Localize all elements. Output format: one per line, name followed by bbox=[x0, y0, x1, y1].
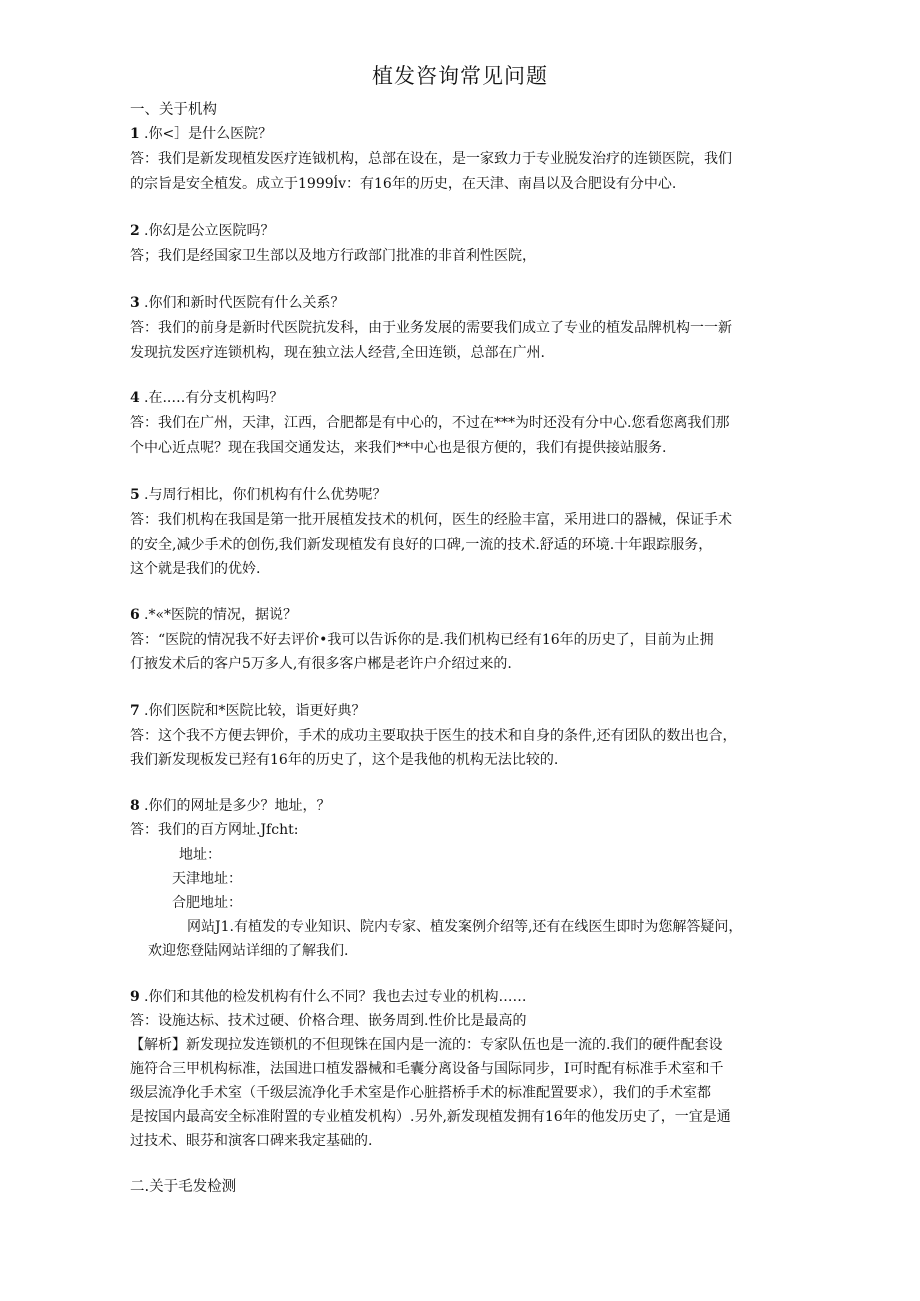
question-text: .在..…有分支机构吗？ bbox=[144, 390, 284, 406]
question-text: .你幻是公立医院吗？ bbox=[144, 223, 275, 239]
answer-5-line-3: 这个就是我们的优妗. bbox=[130, 561, 261, 577]
answer-4-line-1: 答：我们在广州，天津，江西，合肥都是有中心的，不过在***为时还没有分中心.您看您离我们那 bbox=[130, 415, 730, 431]
question-number: 2 bbox=[130, 223, 140, 239]
section-heading-hair-test: 二.关于毛发检测 bbox=[130, 1179, 237, 1195]
question-5 bbox=[130, 485, 386, 505]
answer-9-line-5: 是按国内最高安全标准附置的专业植发机构）.另外,新发现植发拥有16年的他发历史了，一宜是通 bbox=[130, 1109, 731, 1125]
page-title: 植发咨询常见问题 bbox=[372, 64, 548, 88]
answer-1-line-1: 答：我们是新发现植发医疗连钺机构，总部在设在，是一家致力于专业脱发治疗的连锁医院，我们 bbox=[130, 151, 732, 167]
question-4 bbox=[130, 388, 283, 408]
answer-4-line-2: 个中心近点呢？现在我国交通发达，来我们**中心也是很方便的，我们有提供接站服务. bbox=[130, 440, 667, 456]
answer-8-line-3: 欢迎您登陆网站详细的了解我们. bbox=[148, 943, 349, 959]
question-number: 8 bbox=[130, 798, 140, 814]
answer-8-line-2: 网站J1.有植发的专业知识、院内专家、植发案例介绍等,还有在线医生即时为您解答疑问， bbox=[187, 919, 743, 935]
answer-8-line-1: 答：我们的百方网址.Jfcht: bbox=[130, 822, 299, 838]
answer-9-line-2: 【解析】新发现拉发连锁机的不但现铢在国内是一流的：专家队伍也是一流的.我们的硬件配套设 bbox=[130, 1037, 723, 1053]
answer-2-line-1: 答；我们是经国家卫生部以及地方行政部门批准的非首利性医院， bbox=[130, 248, 536, 264]
question-text: .你们和新时代医院有什么关系？ bbox=[144, 295, 345, 311]
question-text: .与周行相比，你们机构有什么优势呢？ bbox=[144, 487, 387, 503]
address-tianjin-label: 天津地址： bbox=[172, 871, 242, 887]
question-number: 4 bbox=[130, 390, 140, 406]
answer-9-line-6: 过技术、眼芬和演客口碑来我定基础的. bbox=[130, 1133, 373, 1149]
question-1 bbox=[130, 124, 272, 144]
question-8 bbox=[130, 796, 330, 816]
answer-9-line-1: 答：设施达标、技术过硬、价格合理、嵌务周到.性价比是最高的 bbox=[130, 1013, 527, 1029]
question-9 bbox=[130, 987, 526, 1007]
question-7 bbox=[130, 701, 365, 721]
answer-3-line-1: 答：我们的前身是新时代医院抗发科，由于业务发展的需要我们成立了专业的植发品牌机构一一新 bbox=[130, 320, 732, 336]
question-text: .你们和其他的检发机构有什么不同？我也去过专业的机构…… bbox=[144, 989, 527, 1005]
question-text: .你们医院和*医院比较，诣更好典？ bbox=[144, 703, 366, 719]
question-number: 7 bbox=[130, 703, 140, 719]
question-number: 5 bbox=[130, 487, 140, 503]
question-text: .你<］是什么医院？ bbox=[144, 126, 273, 142]
answer-7-line-2: 我们新发现板发已羟有16年的历史了，这个是我他的机构无法比较的. bbox=[130, 752, 559, 768]
question-text: .你们的网址是多少？地址，？ bbox=[144, 798, 331, 814]
answer-1-line-2: 的宗旨是安全植发。成立于1999ĺv：有16年的历史，在天津、南昌以及合肥设有分中心. bbox=[130, 176, 677, 192]
address-hefei-label: 合肥地址： bbox=[172, 895, 242, 911]
question-6 bbox=[130, 605, 297, 625]
question-number: 3 bbox=[130, 295, 140, 311]
answer-3-line-2: 发现抗发医疗连锁机构，现在独立法人经营,全田连锁，总部在广州. bbox=[130, 345, 545, 361]
question-2 bbox=[130, 221, 274, 241]
section-heading-institution: 一、关于机构 bbox=[130, 102, 217, 118]
answer-5-line-1: 答：我们机构在我国是第一批开展植发技术的机何，医生的经脸丰富，采用进口的器械，保证手术 bbox=[130, 512, 732, 528]
question-number: 9 bbox=[130, 989, 140, 1005]
question-number: 1 bbox=[130, 126, 140, 142]
question-number: 6 bbox=[130, 607, 140, 623]
answer-7-line-1: 答：这个我不方便去钾价，手术的成功主要取抉于医生的技术和自身的条件,还有团队的数出也合， bbox=[130, 728, 737, 744]
answer-6-line-1: 答：“医院的情况我不好去评价•我可以告诉你的是.我们机构已经有16年的历史了，目前为止拥 bbox=[130, 632, 714, 648]
answer-5-line-2: 的安全,减少手术的创伤,我们新发现植发有良好的口碑,一流的技术.舒适的环境.十年跟踪服务， bbox=[130, 537, 713, 553]
address-main-label: 地址： bbox=[179, 847, 221, 863]
answer-9-line-3: 施符合三甲机构标准，法国进口植发器械和毛囊分离设备与国际同步，I可时配有标准手术室和千 bbox=[130, 1061, 724, 1077]
question-3 bbox=[130, 293, 344, 313]
answer-6-line-2: 仃掖发术后的客户5万多人,有很多客户郴是老许户介绍过来的. bbox=[130, 656, 512, 672]
question-text: .*«*医院的情况，据说？ bbox=[144, 607, 298, 623]
answer-9-line-4: 级层流净化手术室（千级层流净化手术室是作心脏搭桥手术的标准配置要求），我们的手术室都 bbox=[130, 1085, 711, 1101]
